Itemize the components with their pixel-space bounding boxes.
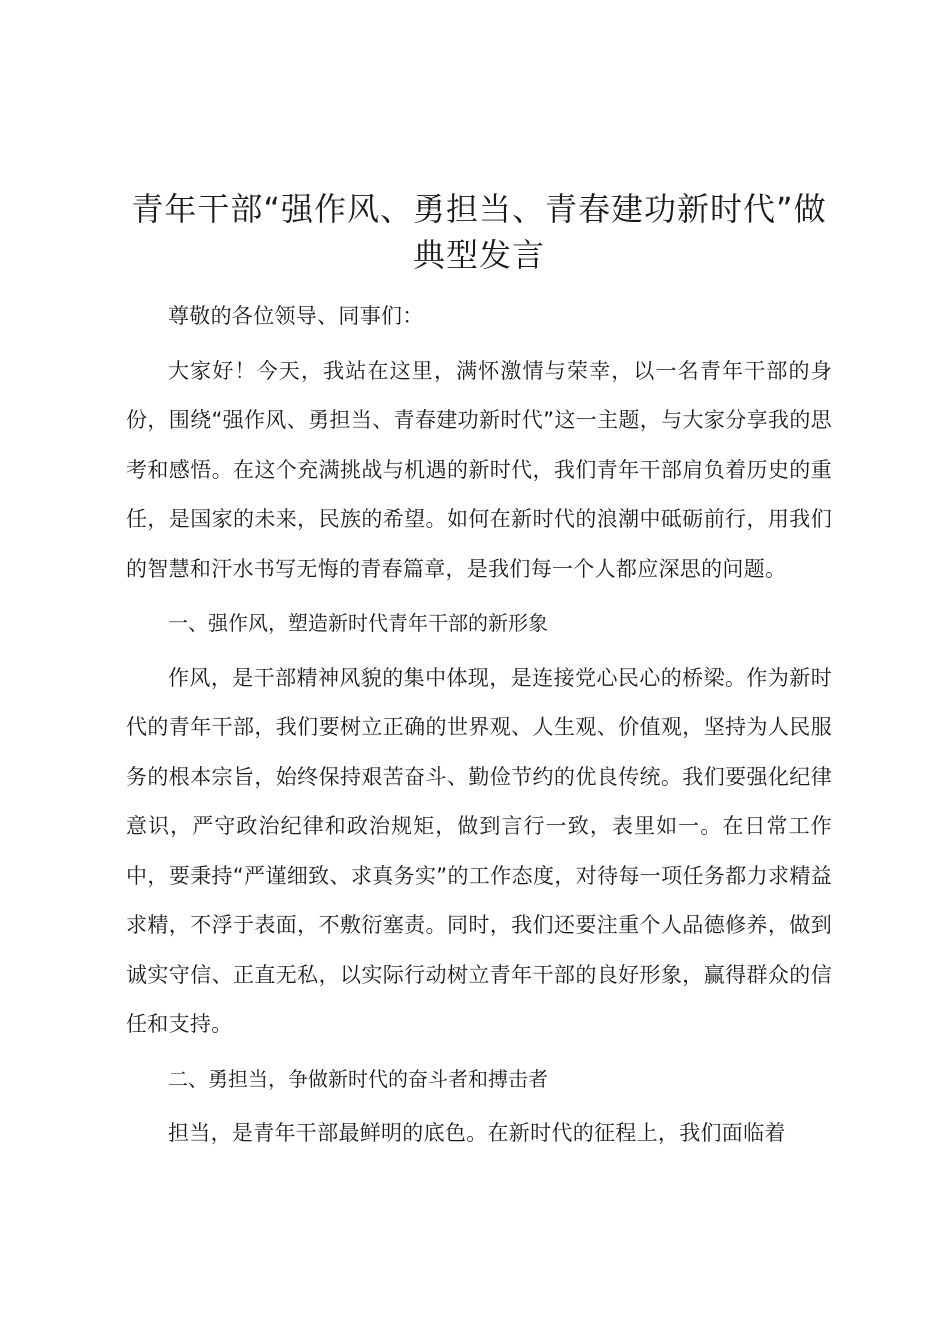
salutation: 尊敬的各位领导、同事们： [168,304,424,328]
section-heading-1: 一、强作风，塑造新时代青年干部的新形象 [168,611,548,635]
section-body-2: 担当，是青年干部最鲜明的底色。在新时代的征程上，我们面临着 [168,1121,786,1145]
document-page [126,186,832,1164]
section-heading-2: 二、勇担当，争做新时代的奋斗者和搏击者 [168,1066,548,1091]
document-title: 青年干部“强作风、勇担当、青春建功新时代”做典型发言 [131,190,827,274]
intro-paragraph: 大家好！今天，我站在这里，满怀激情与荣幸，以一名青年干部的身份，围绕“强作风、勇担当、青春建功新时代”这一主题，与大家分享我的思考和感悟。在这个充满挑战与机遇的新时代，我们青年干部肩负着历史的重任，是国家的未来，民族的希望。如何在新时代的浪潮中砥砺前行，用我们的智慧和汗水书写无悔的青春篇章，是我们每一个人都应深思的问题。 [126,358,832,581]
section-body-1: 作风，是干部精神风貌的集中体现，是连接党心民心的桥梁。作为新时代的青年干部，我们要树立正确的世界观、人生观、价值观，坚持为人民服务的根本宗旨，始终保持艰苦奋斗、勤俭节约的优良传统。我们要强化纪律意识，严守政治纪律和政治规矩，做到言行一致，表里如一。在日常工作中，要秉持“严谨细致、求真务实”的工作态度，对待每一项任务都力求精益求精，不浮于表面，不敷衍塞责。同时，我们还要注重个人品德修养，做到诚实守信、正直无私，以实际行动树立青年干部的良好形象，赢得群众的信任和支持。 [126,665,832,1036]
